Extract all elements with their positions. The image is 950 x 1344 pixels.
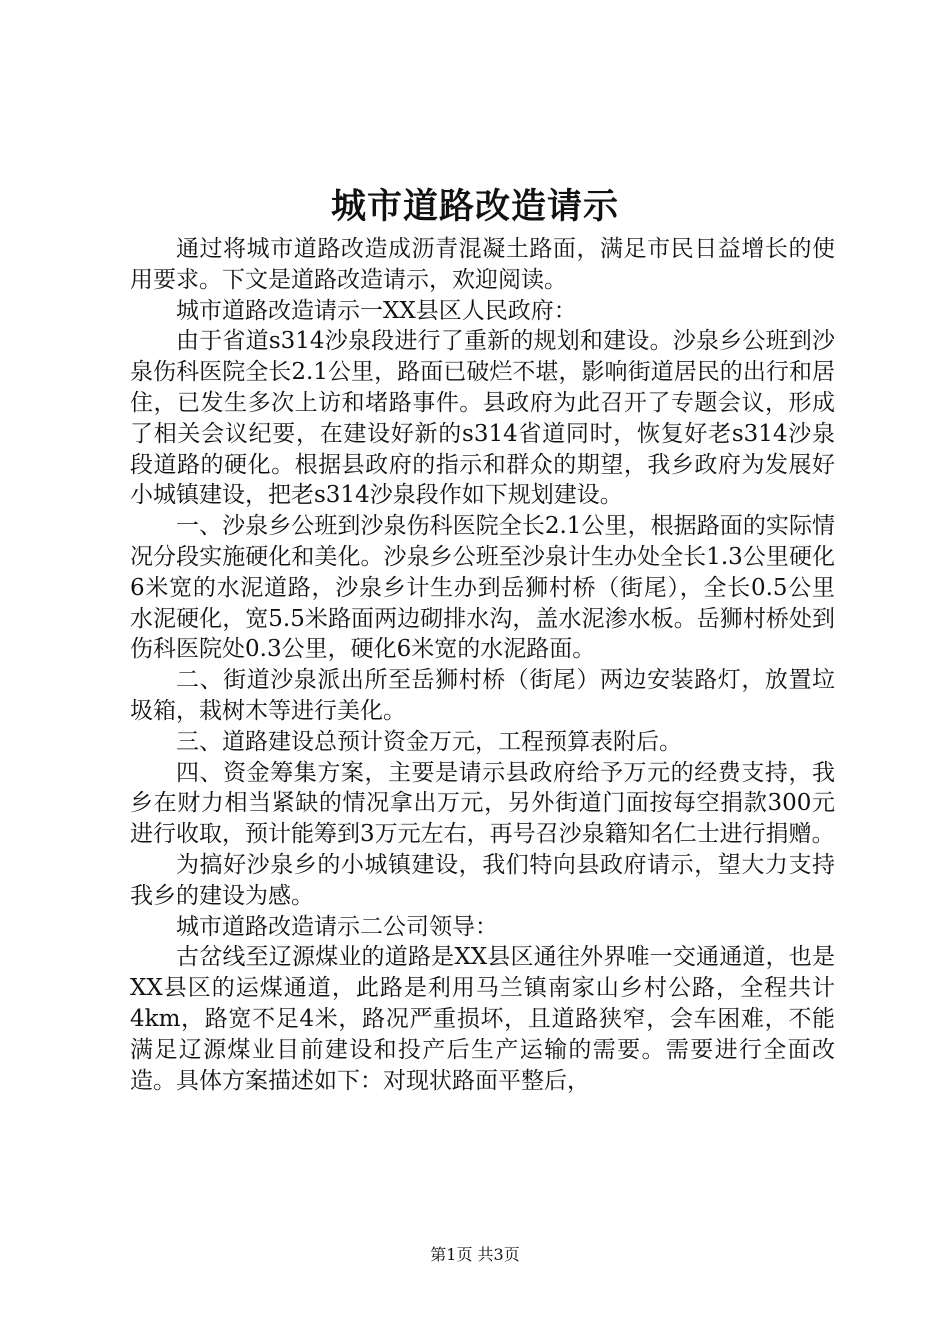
- paragraph-item-4: 四、资金筹集方案，主要是请示县政府给予万元的经费支持，我乡在财力相当紧缺的情况拿出万元，另外街道门面按每空捐款300元进行收取，预计能筹到3万元左右，再号召沙泉籍知名仁士进行捐赠。: [130, 759, 835, 848]
- paragraph-road-description: 古岔线至辽源煤业的道路是XX县区通往外界唯一交通通道，也是XX县区的运煤通道，此路是利用马兰镇南家山乡村公路，全程共计4km，路宽不足4米，路况严重损坏，且道路狭窄，会车困难，不能满足辽源煤业目前建设和投产后生产运输的需要。需要进行全面改造。具体方案描述如下：对现状路面平整后，: [130, 944, 835, 1094]
- document-body: [130, 234, 835, 1096]
- paragraph-intro: 通过将城市道路改造成沥青混凝土路面，满足市民日益增长的使用要求。下文是道路改造请示，欢迎阅读。: [130, 236, 835, 293]
- paragraph-closing: 为搞好沙泉乡的小城镇建设，我们特向县政府请示，望大力支持我乡的建设为感。: [130, 851, 835, 909]
- paragraph-salutation-2: 城市道路改造请示二公司领导：: [176, 913, 498, 940]
- paragraph-salutation-1: 城市道路改造请示一XX县区人民政府：: [176, 297, 577, 324]
- paragraph-item-1: 一、沙泉乡公班到沙泉伤科医院全长2.1公里，根据路面的实际情况分段实施硬化和美化。沙泉乡公班至沙泉计生办处全长1.3公里硬化6米宽的水泥道路，沙泉乡计生办到岳狮村桥（街尾），全长0.5公里水泥硬化，宽5.5米路面两边砌排水沟，盖水泥渗水板。岳狮村桥处到伤科医院处0.3公里，硬化6米宽的水泥路面。: [130, 513, 835, 663]
- paragraph-item-2: 二、街道沙泉派出所至岳狮村桥（街尾）两边安装路灯，放置垃圾箱，栽树木等进行美化。: [130, 667, 835, 724]
- paragraph-background: 由于省道s314沙泉段进行了重新的规划和建设。沙泉乡公班到沙泉伤科医院全长2.1公里，路面已破烂不堪，影响街道居民的出行和居住，已发生多次上访和堵路事件。县政府为此召开了专题会议，形成了相关会议纪要，在建设好新的s314省道同时，恢复好老s314沙泉段道路的硬化。根据县政府的指示和群众的期望，我乡政府为发展好小城镇建设，把老s314沙泉段作如下规划建设。: [130, 328, 835, 509]
- paragraph-item-3: 三、道路建设总预计资金万元，工程预算表附后。: [176, 728, 682, 755]
- document-title: 城市道路改造请示: [330, 186, 619, 227]
- page-number-footer: 第1页 共3页: [430, 1245, 520, 1264]
